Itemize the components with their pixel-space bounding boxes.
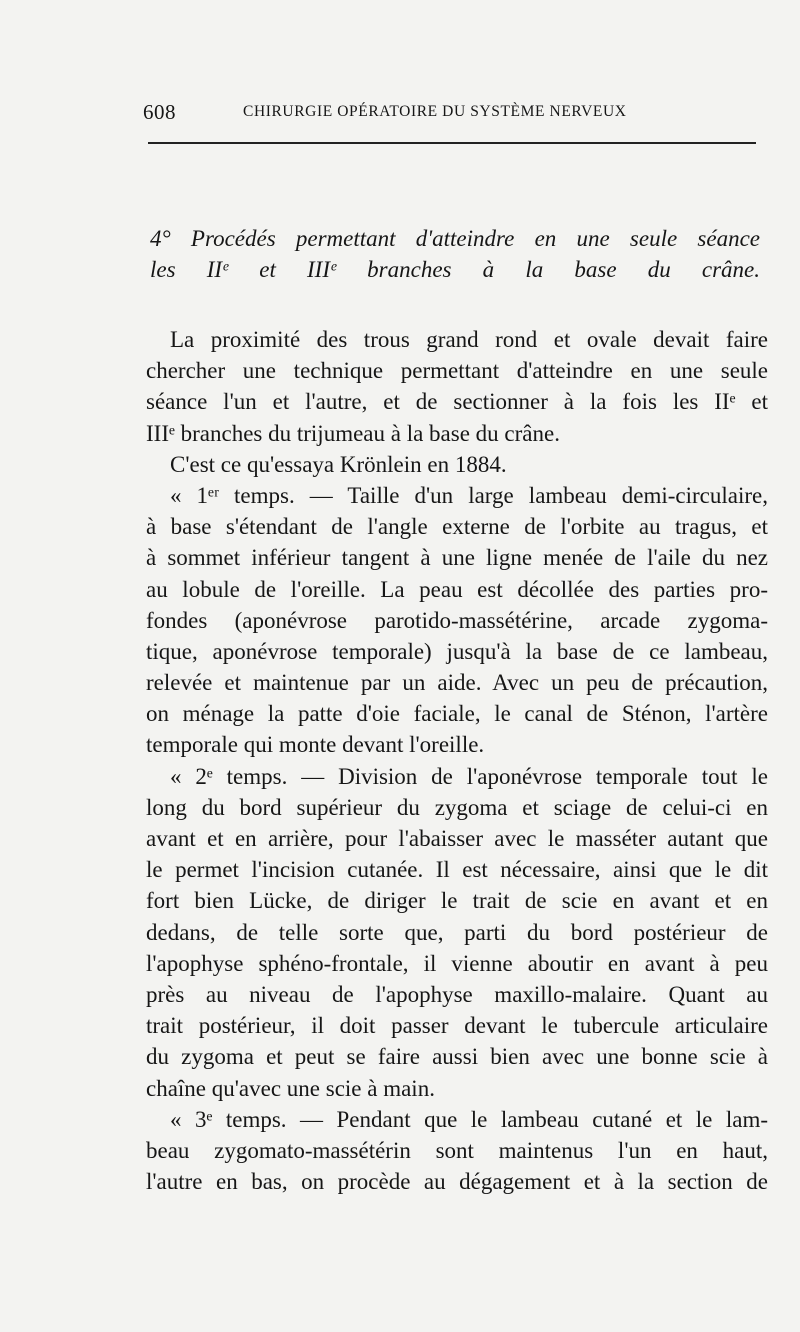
text-line: fort bien Lücke, de diriger le trait de scie en avant et en bbox=[146, 888, 768, 914]
text-line: « 2ᵉ temps. — Division de l'aponévrose temporale tout le bbox=[170, 763, 768, 789]
text-line: avant et en arrière, pour l'abaisser avec le masséter autant que bbox=[146, 826, 768, 851]
text-line: près au niveau de l'apophyse maxillo-malaire. Quant au bbox=[146, 981, 768, 1007]
text-line: à base s'étendant de l'angle externe de l'orbite au tragus, et bbox=[146, 514, 768, 540]
running-title: CHIRURGIE OPÉRATOIRE DU SYSTÈME NERVEUX bbox=[243, 103, 627, 120]
text-line: long du bord supérieur du zygoma et sciage de celui-ci en bbox=[146, 794, 768, 820]
text-line: beau zygomato-massétérin sont maintenus l'un en haut, bbox=[146, 1137, 768, 1163]
text-line: La proximité des trous grand rond et ovale devait faire bbox=[170, 327, 768, 352]
text-line: le permet l'incision cutanée. Il est nécessaire, ainsi que le dit bbox=[146, 857, 768, 883]
text-line: à sommet inférieur tangent à une ligne menée de l'aile du nez bbox=[146, 545, 768, 571]
text-line: C'est ce qu'essaya Krönlein en 1884. bbox=[170, 451, 507, 477]
text-line: fondes (aponévrose parotido-massétérine, arcade zygoma- bbox=[146, 607, 768, 633]
section-title bbox=[150, 222, 760, 284]
text-line: « 3ᵉ temps. — Pendant que le lambeau cutané et le lam- bbox=[170, 1106, 768, 1132]
text-line: chaîne qu'avec une scie à main. bbox=[146, 1075, 435, 1101]
text-line: IIIᵉ branches du trijumeau à la base du crâne. bbox=[146, 420, 560, 446]
text-line: temporale qui monte devant l'oreille. bbox=[146, 732, 485, 758]
page-number: 608 bbox=[143, 100, 176, 124]
section-title-line-2: les IIᵉ et IIIᵉ branches à la base du crâne. bbox=[150, 257, 760, 283]
text-line: on ménage la patte d'oie faciale, le canal de Sténon, l'artère bbox=[146, 701, 768, 727]
header-rule bbox=[148, 142, 756, 144]
text-line: du zygoma et peut se faire aussi bien avec une bonne scie à bbox=[146, 1044, 768, 1070]
text-line: au lobule de l'oreille. La peau est décollée des parties pro- bbox=[146, 576, 768, 602]
text-line: l'autre en bas, on procède au dégagement et à la section de bbox=[146, 1169, 768, 1195]
text-line: tique, aponévrose temporale) jusqu'à la base de ce lambeau, bbox=[146, 638, 768, 664]
text-line: trait postérieur, il doit passer devant le tubercule articulaire bbox=[146, 1013, 768, 1039]
section-title-line-1: 4° Procédés permettant d'atteindre en une seule séance bbox=[150, 226, 760, 251]
text-line: chercher une technique permettant d'atteindre en une seule bbox=[146, 358, 768, 384]
text-line: relevée et maintenue par un aide. Avec un peu de précaution, bbox=[146, 670, 768, 696]
text-line: l'apophyse sphéno-frontale, il vienne aboutir en avant à peu bbox=[146, 950, 768, 976]
text-line: « 1ᵉʳ temps. — Taille d'un large lambeau demi-circulaire, bbox=[170, 482, 768, 508]
text-line: séance l'un et l'autre, et de sectionner à la fois les IIᵉ et bbox=[146, 389, 768, 415]
page-header bbox=[143, 98, 763, 128]
body-text bbox=[146, 324, 768, 1197]
text-line: dedans, de telle sorte que, parti du bord postérieur de bbox=[146, 919, 768, 945]
